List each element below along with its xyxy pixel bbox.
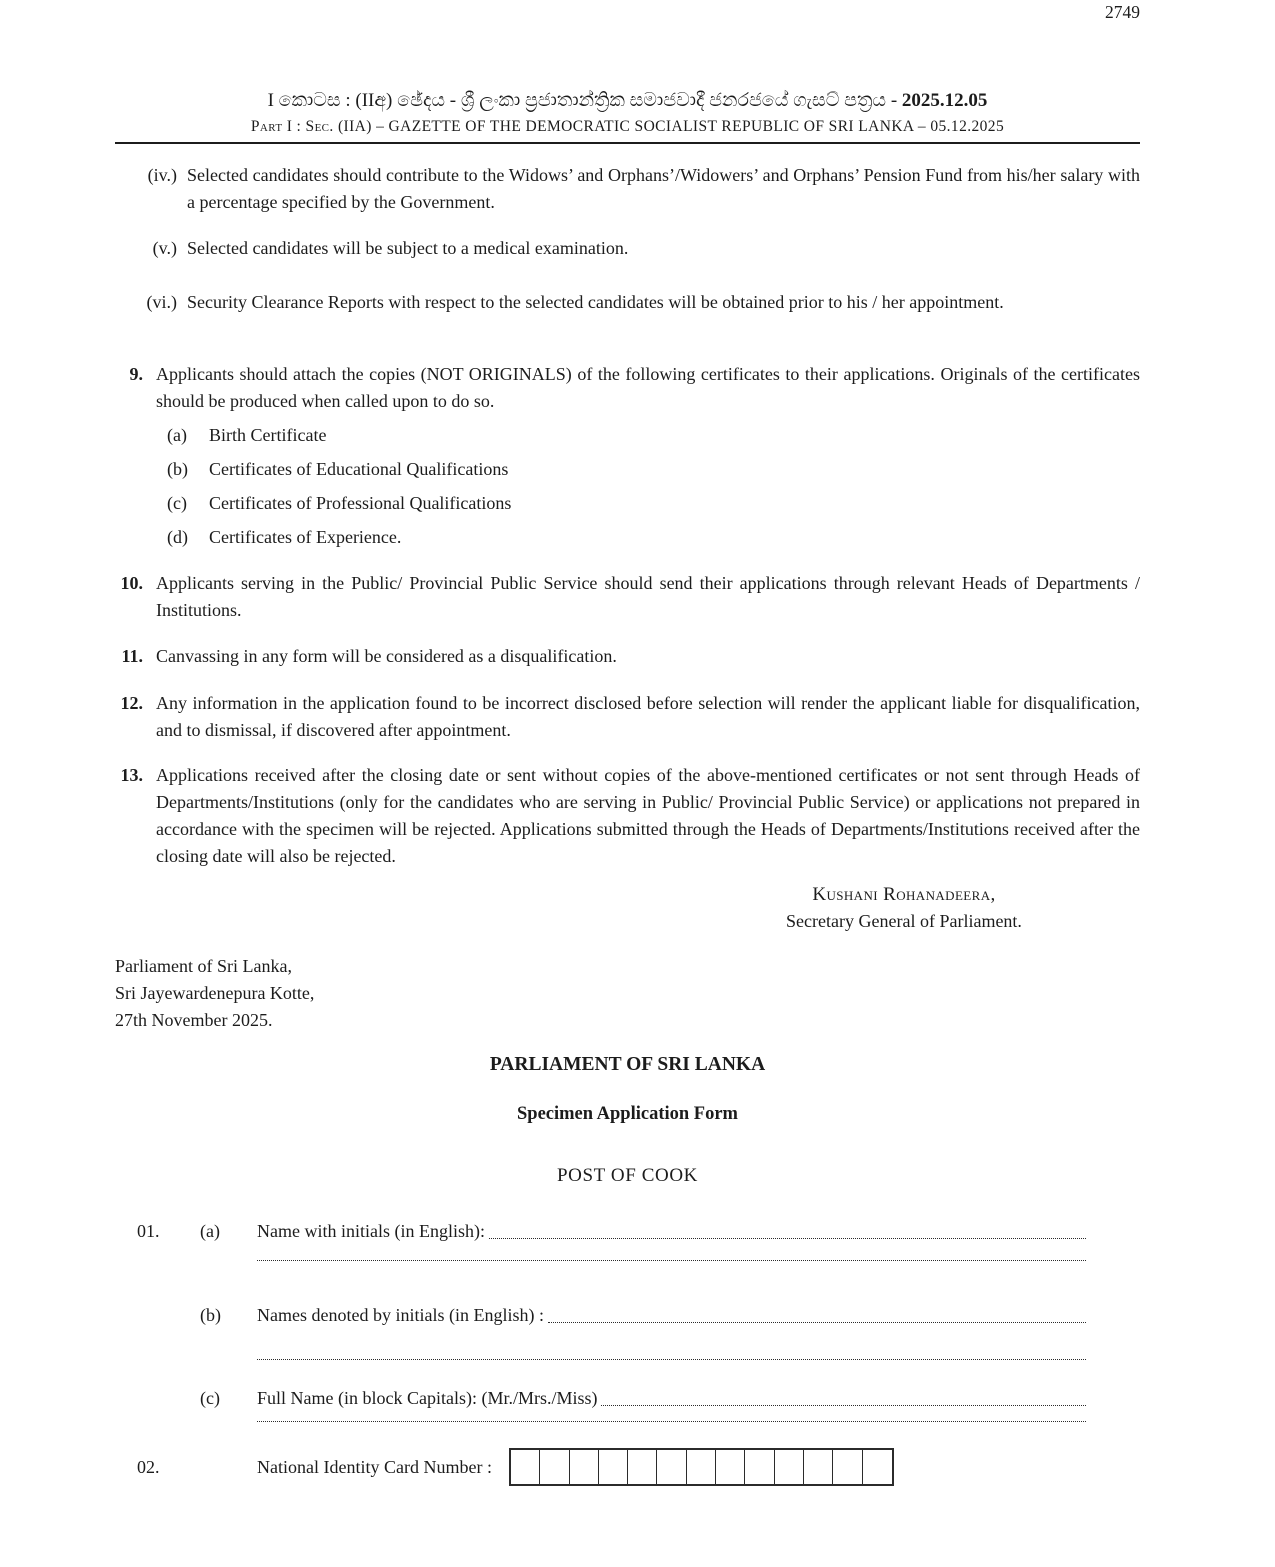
- header-sinhala-line: [115, 88, 1140, 114]
- form-title: PARLIAMENT OF SRI LANKA: [489, 1054, 766, 1075]
- header-rule: [115, 142, 1140, 144]
- item-text: Selected candidates will be subject to a medical examination.: [187, 238, 629, 258]
- dotted-answer-line: [257, 1421, 1086, 1422]
- condition-item-iv: [115, 162, 1140, 216]
- address-line: 27th November 2025.: [115, 1010, 273, 1030]
- form-field-nic-number: [115, 1448, 1140, 1486]
- nic-digit-cell: [745, 1450, 774, 1484]
- item-letter: (a): [167, 425, 187, 445]
- field-label: Names denoted by initials (in English) :: [257, 1305, 544, 1325]
- form-field-names-denoted: [115, 1302, 1140, 1329]
- nic-digit-cell: [599, 1450, 628, 1484]
- signatory-role: Secretary General of Parliament.: [786, 911, 1022, 931]
- header-sinhala-text: I කොටස : (IIඅ) ඡේදය - ශ්‍රී ලංකා ප්‍රජාතාන්ත්‍රික සමාජවාදී ජනරජයේ ගැසට් පත්‍රය -: [267, 90, 902, 111]
- address-line: Sri Jayewardenepura Kotte,: [115, 983, 315, 1003]
- item-text: Applications received after the closing date or sent without copies of the above-mentioned certificates or not sent through Heads of Departments/Institutions (only for the candidates who are serving in Public/ Provincial Public Service) or applications not prepared in accordance with the specimen will be rejected. Applications submitted through the Heads of Departments/Institutions received after the closing date will also be rejected.: [156, 765, 1140, 866]
- nic-digit-cell: [775, 1450, 804, 1484]
- item-number: 11.: [121, 646, 143, 666]
- signature-block: [704, 881, 1104, 935]
- page-header: [115, 0, 1140, 144]
- item-text: Applicants should attach the copies (NOT ORIGINALS) of the following certificates to their applications. Originals of the certificates should be produced when called upon to do so.: [156, 364, 1140, 411]
- nic-digit-cell: [863, 1450, 892, 1484]
- item-text: Canvassing in any form will be considered as a disqualification.: [156, 646, 617, 666]
- nic-digit-cell: [804, 1450, 833, 1484]
- certificate-item-b: [167, 456, 1140, 483]
- item-number: 12.: [120, 693, 143, 713]
- nic-digit-cell: [540, 1450, 569, 1484]
- item-number: 9.: [129, 364, 143, 384]
- item-text: Certificates of Educational Qualifications: [209, 459, 509, 479]
- item-letter: (d): [167, 527, 188, 547]
- item-number: (iv.): [147, 165, 177, 185]
- item-text: Certificates of Professional Qualifications: [209, 493, 512, 513]
- form-item-letter: (c): [200, 1388, 220, 1408]
- condition-item-13: [115, 762, 1140, 870]
- certificate-item-a: [167, 422, 1140, 449]
- post-title: POST OF COOK: [557, 1165, 698, 1186]
- item-text: Any information in the application found to be incorrect disclosed before selection will render the applicant liable for disqualification, and to dismissal, if discovered after appointment.: [156, 693, 1140, 740]
- page-number: 2749: [1105, 2, 1140, 22]
- dotted-answer-line: [489, 1218, 1086, 1239]
- condition-item-vi: [115, 289, 1140, 316]
- nic-number-boxes: [509, 1448, 894, 1486]
- field-label: Name with initials (in English):: [257, 1221, 485, 1241]
- certificate-item-d: [167, 524, 1140, 551]
- dotted-answer-line: [257, 1260, 1086, 1261]
- item-letter: (b): [167, 459, 188, 479]
- condition-item-v: [115, 235, 1140, 262]
- condition-item-10: [115, 570, 1140, 624]
- item-text: Security Clearance Reports with respect to the selected candidates will be obtained prior to his / her appointment.: [187, 292, 1004, 312]
- nic-digit-cell: [716, 1450, 745, 1484]
- form-field-full-name: [115, 1385, 1140, 1412]
- form-field-name-with-initials: [115, 1218, 1140, 1245]
- form-item-number: 01.: [137, 1221, 160, 1241]
- header-english-line: Part I : Sec. (IIA) – GAZETTE OF THE DEMOCRATIC SOCIALIST REPUBLIC OF SRI LANKA – 05.12.2025: [250, 118, 1005, 135]
- address-block: [115, 953, 1140, 1034]
- dotted-answer-line: [601, 1385, 1086, 1406]
- signatory-name: Kushani Rohanadeera,: [812, 884, 996, 905]
- item-text: Applicants serving in the Public/ Provincial Public Service should send their applications through relevant Heads of Departments / Institutions.: [156, 573, 1140, 620]
- form-subtitle: Specimen Application Form: [517, 1104, 738, 1124]
- nic-digit-cell: [511, 1450, 540, 1484]
- item-letter: (c): [167, 493, 187, 513]
- dotted-answer-line: [257, 1359, 1086, 1360]
- field-label: Full Name (in block Capitals): (Mr./Mrs./Miss): [257, 1388, 598, 1408]
- item-number: 13.: [120, 765, 143, 785]
- form-item-letter: (b): [200, 1305, 221, 1325]
- form-item-number: 02.: [137, 1456, 160, 1477]
- header-sinhala-date: 2025.12.05: [901, 90, 988, 111]
- nic-digit-cell: [570, 1450, 599, 1484]
- item-number: (v.): [152, 238, 177, 258]
- item-text: Selected candidates should contribute to the Widows’ and Orphans’/Widowers’ and Orphans’ Pension Fund from his/her salary with a percentage specified by the Government.: [187, 165, 1140, 212]
- nic-digit-cell: [628, 1450, 657, 1484]
- address-line: Parliament of Sri Lanka,: [115, 956, 292, 976]
- dotted-answer-line: [548, 1302, 1086, 1323]
- item-number: (vi.): [146, 292, 177, 312]
- item-number: 10.: [120, 573, 143, 593]
- nic-digit-cell: [657, 1450, 686, 1484]
- nic-digit-cell: [833, 1450, 862, 1484]
- field-label: National Identity Card Number :: [257, 1456, 492, 1477]
- condition-item-9: [115, 361, 1140, 415]
- item-text: Birth Certificate: [209, 425, 327, 445]
- nic-digit-cell: [687, 1450, 716, 1484]
- form-item-letter: (a): [200, 1221, 220, 1241]
- certificate-item-c: [167, 490, 1140, 517]
- condition-item-12: [115, 690, 1140, 744]
- condition-item-11: [115, 643, 1140, 670]
- item-text: Certificates of Experience.: [209, 527, 402, 547]
